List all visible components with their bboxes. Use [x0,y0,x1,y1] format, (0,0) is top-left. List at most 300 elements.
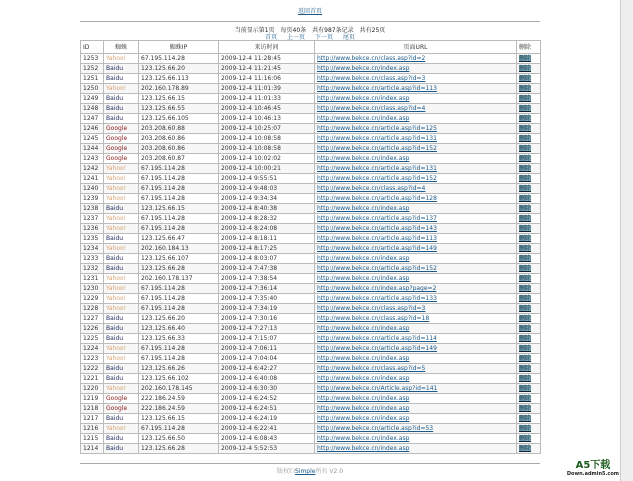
delete-link[interactable]: 删除 [519,195,532,202]
cell-delete [517,414,541,424]
cell-spider: Yahoo! [104,194,139,204]
cell-id: 1226 [81,324,104,334]
cell-delete [517,244,541,254]
table-row [81,264,541,274]
cell-time: 2009-12-4 6:08:43 [219,434,315,444]
url-link[interactable]: http://www.bekce.cn/article.asp?id=125 [317,125,437,132]
table-row [81,174,541,184]
cell-delete [517,254,541,264]
cell-id: 1224 [81,344,104,354]
table-row [81,204,541,214]
cell-url [315,374,517,384]
cell-ip: 67.195.114.28 [139,194,219,204]
cell-id: 1228 [81,304,104,314]
home-link-wrap [0,6,620,15]
table-row [81,194,541,204]
cell-delete [517,194,541,204]
cell-ip: 123.125.66.28 [139,444,219,454]
delete-link[interactable]: 删除 [519,385,532,392]
divider [80,463,540,464]
cell-delete [517,324,541,334]
col-url: 页面URL [315,41,517,54]
table-row [81,64,541,74]
cell-spider: Yahoo! [104,354,139,364]
cell-url [315,194,517,204]
cell-delete [517,304,541,314]
cell-delete [517,174,541,184]
cell-ip: 123.125.66.55 [139,104,219,114]
table-row [81,104,541,114]
cell-delete [517,444,541,454]
delete-link[interactable]: 删除 [519,175,532,182]
cell-id: 1217 [81,414,104,424]
url-link[interactable]: http://www.bekce.cn/index.asp?page=2 [317,285,437,292]
cell-ip: 123.125.66.15 [139,414,219,424]
cell-url [315,204,517,214]
url-link[interactable]: http://www.bekce.cn/index.asp [317,95,410,102]
cell-spider: Yahoo! [104,184,139,194]
cell-url [315,224,517,234]
col-spider: 蜘蛛 [104,41,139,54]
cell-id: 1216 [81,424,104,434]
delete-link[interactable]: 删除 [519,435,532,442]
cell-spider: Yahoo! [104,244,139,254]
cell-delete [517,134,541,144]
cell-id: 1236 [81,224,104,234]
cell-spider: Baidu [104,234,139,244]
cell-time: 2009-12-4 10:25:07 [219,124,315,134]
home-link[interactable]: 返回首页 [297,8,322,15]
url-link[interactable]: http://www.bekce.cn/article.asp?id=113 [317,235,437,242]
delete-link[interactable]: 删除 [519,295,532,302]
cell-spider: Baidu [104,314,139,324]
table-row [81,234,541,244]
cell-ip: 202.160.178.145 [139,384,219,394]
cell-ip: 202.160.184.13 [139,244,219,254]
url-link[interactable]: http://www.bekce.cn/article.asp?id=53 [317,425,434,432]
delete-link[interactable]: 删除 [519,105,532,112]
cell-delete [517,354,541,364]
cell-url [315,314,517,324]
url-link[interactable]: http://www.bekce.cn/article.asp?id=143 [317,225,437,232]
url-link[interactable]: http://www.bekce.cn/index.asp [317,65,410,72]
table-row [81,384,541,394]
cell-time: 2009-12-4 6:30:30 [219,384,315,394]
delete-link[interactable]: 删除 [519,155,532,162]
cell-delete [517,214,541,224]
watermark-brand: A5下载 [575,460,611,471]
cell-url [315,334,517,344]
cell-time: 2009-12-4 10:46:45 [219,104,315,114]
cell-spider: Baidu [104,114,139,124]
cell-delete [517,64,541,74]
col-ip: 蜘蛛IP [139,41,219,54]
cell-time: 2009-12-4 10:08:58 [219,144,315,154]
cell-spider: Baidu [104,374,139,384]
delete-link[interactable]: 删除 [519,285,532,292]
cell-spider: Baidu [104,64,139,74]
cell-ip: 203.208.60.86 [139,144,219,154]
table-row [81,344,541,354]
cell-id: 1225 [81,334,104,344]
cell-ip: 67.195.114.28 [139,294,219,304]
url-link[interactable]: http://www.bekce.cn/index.asp [317,115,410,122]
cell-spider: Yahoo! [104,304,139,314]
delete-link[interactable]: 删除 [519,125,532,132]
table-row [81,124,541,134]
cell-id: 1251 [81,74,104,84]
url-link[interactable]: http://www.bekce.cn/article.asp?id=152 [317,145,437,152]
page-info: 当前显示第1页 每页40条 共有987条记录 共有25页 [234,27,386,34]
cell-time: 2009-12-4 7:35:40 [219,294,315,304]
cell-spider: Yahoo! [104,294,139,304]
cell-id: 1232 [81,264,104,274]
url-link[interactable]: http://www.bekce.cn/article.asp?id=128 [317,195,437,202]
delete-link[interactable]: 删除 [519,115,532,122]
cell-id: 1214 [81,444,104,454]
cell-time: 2009-12-4 7:30:16 [219,314,315,324]
delete-link[interactable]: 删除 [519,245,532,252]
delete-link[interactable]: 删除 [519,305,532,312]
delete-link[interactable]: 删除 [519,215,532,222]
cell-spider: Baidu [104,444,139,454]
first-page-link[interactable]: 首页 [265,34,278,41]
delete-link[interactable]: 删除 [519,315,532,322]
cell-url [315,64,517,74]
cell-spider: Google [104,144,139,154]
cell-time: 2009-12-4 8:18:11 [219,234,315,244]
cell-url [315,284,517,294]
cell-url [315,164,517,174]
cell-url [315,304,517,314]
footer-link[interactable]: Simple [294,468,316,475]
cell-ip: 67.195.114.28 [139,184,219,194]
prev-page-link[interactable]: 上一页 [287,34,306,41]
cell-spider: Yahoo! [104,174,139,184]
cell-id: 1241 [81,174,104,184]
cell-delete [517,184,541,194]
cell-spider: Google [104,404,139,414]
cell-id: 1223 [81,354,104,364]
next-page-link[interactable]: 下一页 [314,34,333,41]
cell-time: 2009-12-4 7:36:14 [219,284,315,294]
cell-spider: Baidu [104,434,139,444]
delete-link[interactable]: 删除 [519,405,532,412]
cell-id: 1237 [81,214,104,224]
cell-url [315,274,517,284]
cell-id: 1219 [81,394,104,404]
cell-url [315,84,517,94]
cell-time: 2009-12-4 7:06:11 [219,344,315,354]
cell-id: 1218 [81,404,104,414]
cell-ip: 67.195.114.28 [139,284,219,294]
delete-link[interactable]: 删除 [519,205,532,212]
cell-ip: 222.186.24.59 [139,404,219,414]
delete-link[interactable]: 删除 [519,265,532,272]
cell-url [315,404,517,414]
url-link[interactable]: http://www.bekce.cn/class.asp?id=3 [317,75,426,82]
table-row [81,354,541,364]
cell-delete [517,394,541,404]
cell-time: 2009-12-4 11:21:45 [219,64,315,74]
cell-url [315,214,517,224]
delete-link[interactable]: 删除 [519,65,532,72]
cell-id: 1250 [81,84,104,94]
cell-url [315,264,517,274]
url-link[interactable]: http://www.bekce.cn/article.asp?id=133 [317,295,437,302]
url-link[interactable]: http://www.bekce.cn/index.asp [317,155,410,162]
table-row [81,444,541,454]
table-row [81,84,541,94]
delete-link[interactable]: 删除 [519,375,532,382]
cell-url [315,444,517,454]
delete-link[interactable]: 删除 [519,85,532,92]
cell-id: 1253 [81,54,104,64]
cell-id: 1252 [81,64,104,74]
cell-spider: Google [104,154,139,164]
cell-id: 1235 [81,234,104,244]
cell-delete [517,114,541,124]
cell-id: 1246 [81,124,104,134]
table-row [81,374,541,384]
table-row [81,394,541,404]
url-link[interactable]: http://www.bekce.cn/index.asp [317,375,410,382]
cell-id: 1244 [81,144,104,154]
delete-link[interactable]: 删除 [519,275,532,282]
delete-link[interactable]: 删除 [519,445,532,452]
cell-spider: Yahoo! [104,344,139,354]
url-link[interactable]: http://www.bekce.cn/class.asp?id=3 [317,305,426,312]
cell-time: 2009-12-4 8:03:07 [219,254,315,264]
url-link[interactable]: http://www.bekce.cn/index.asp [317,395,410,402]
table-row [81,144,541,154]
cell-ip: 203.208.60.88 [139,124,219,134]
cell-ip: 67.195.114.28 [139,224,219,234]
url-link[interactable]: http://www.bekce.cn/index.asp [317,275,410,282]
cell-time: 2009-12-4 7:34:19 [219,304,315,314]
table-row [81,414,541,424]
url-link[interactable]: http://www.bekce.cn/article.asp?id=114 [317,335,437,342]
cell-spider: Baidu [104,364,139,374]
cell-time: 2009-12-4 10:02:02 [219,154,315,164]
cell-delete [517,74,541,84]
table-row [81,184,541,194]
delete-link[interactable]: 删除 [519,325,532,332]
footer-prefix: 版权归 [276,468,295,475]
col-id: ID [81,41,104,54]
table-row [81,224,541,234]
cell-url [315,344,517,354]
cell-spider: Yahoo! [104,214,139,224]
delete-link[interactable]: 删除 [519,425,532,432]
cell-delete [517,364,541,374]
url-link[interactable]: http://www.bekce.cn/index.asp [317,355,410,362]
cell-id: 1242 [81,164,104,174]
cell-delete [517,54,541,64]
cell-spider: Yahoo! [104,284,139,294]
cell-ip: 67.195.114.28 [139,164,219,174]
table-row [81,284,541,294]
cell-time: 2009-12-4 8:40:38 [219,204,315,214]
table-row [81,274,541,284]
delete-link[interactable]: 删除 [519,135,532,142]
url-link[interactable]: http://www.bekce.cn/class.asp?id=2 [317,55,426,62]
delete-link[interactable]: 删除 [519,345,532,352]
cell-ip: 202.160.178.89 [139,84,219,94]
cell-spider: Yahoo! [104,54,139,64]
table-row [81,244,541,254]
delete-link[interactable]: 删除 [519,55,532,62]
cell-time: 2009-12-4 8:28:32 [219,214,315,224]
vertical-scrollbar[interactable] [620,0,633,481]
cell-id: 1248 [81,104,104,114]
cell-spider: Google [104,134,139,144]
cell-spider: Baidu [104,74,139,84]
spider-log-table [80,40,541,454]
cell-time: 2009-12-4 10:08:58 [219,134,315,144]
cell-time: 2009-12-4 9:55:51 [219,174,315,184]
cell-ip: 67.195.114.28 [139,344,219,354]
delete-link[interactable]: 删除 [519,95,532,102]
cell-url [315,154,517,164]
cell-url [315,144,517,154]
cell-time: 2009-12-4 6:24:51 [219,404,315,414]
cell-time: 2009-12-4 6:40:08 [219,374,315,384]
cell-time: 2009-12-4 7:38:54 [219,274,315,284]
delete-link[interactable]: 删除 [519,335,532,342]
cell-ip: 67.195.114.28 [139,304,219,314]
cell-ip: 123.125.66.102 [139,374,219,384]
cell-time: 2009-12-4 6:22:41 [219,424,315,434]
cell-time: 2009-12-4 7:47:38 [219,264,315,274]
delete-link[interactable]: 删除 [519,185,532,192]
url-link[interactable]: http://www.bekce.cn/class.asp?id=4 [317,185,426,192]
cell-delete [517,104,541,114]
cell-ip: 123.125.66.40 [139,324,219,334]
cell-ip: 203.208.60.86 [139,134,219,144]
url-link[interactable]: http://www.bekce.cn/Article.asp?id=141 [317,385,438,392]
url-link[interactable]: http://www.bekce.cn/class.asp?id=4 [317,105,426,112]
cell-delete [517,384,541,394]
delete-link[interactable]: 删除 [519,355,532,362]
url-link[interactable]: http://www.bekce.cn/article.asp?id=149 [317,345,437,352]
cell-url [315,124,517,134]
url-link[interactable]: http://www.bekce.cn/article.asp?id=152 [317,175,437,182]
cell-spider: Yahoo! [104,274,139,284]
delete-link[interactable]: 删除 [519,415,532,422]
cell-time: 2009-12-4 11:01:39 [219,84,315,94]
cell-ip: 123.125.66.20 [139,64,219,74]
table-row [81,134,541,144]
cell-ip: 123.125.66.20 [139,314,219,324]
cell-delete [517,434,541,444]
url-link[interactable]: http://www.bekce.cn/article.asp?id=131 [317,135,437,142]
cell-id: 1227 [81,314,104,324]
cell-url [315,94,517,104]
delete-link[interactable]: 删除 [519,235,532,242]
delete-link[interactable]: 删除 [519,365,532,372]
cell-id: 1231 [81,274,104,284]
delete-link[interactable]: 删除 [519,145,532,152]
table-row [81,404,541,414]
last-page-link[interactable]: 尾页 [342,34,355,41]
cell-spider: Yahoo! [104,84,139,94]
cell-time: 2009-12-4 9:48:03 [219,184,315,194]
url-link[interactable]: http://www.bekce.cn/index.asp [317,445,410,452]
cell-time: 2009-12-4 5:52:53 [219,444,315,454]
cell-time: 2009-12-4 8:24:08 [219,224,315,234]
cell-delete [517,424,541,434]
url-link[interactable]: http://www.bekce.cn/index.asp [317,415,410,422]
delete-link[interactable]: 删除 [519,395,532,402]
cell-id: 1229 [81,294,104,304]
table-row [81,424,541,434]
table-row [81,54,541,64]
table-row [81,74,541,84]
cell-spider: Google [104,124,139,134]
table-row [81,324,541,334]
cell-ip: 123.125.66.15 [139,204,219,214]
delete-link[interactable]: 删除 [519,255,532,262]
cell-id: 1230 [81,284,104,294]
cell-ip: 67.195.114.28 [139,214,219,224]
delete-link[interactable]: 删除 [519,165,532,172]
cell-ip: 67.195.114.28 [139,354,219,364]
delete-link[interactable]: 删除 [519,225,532,232]
cell-time: 2009-12-4 10:00:21 [219,164,315,174]
cell-url [315,254,517,264]
url-link[interactable]: http://www.bekce.cn/index.asp [317,205,410,212]
cell-time: 2009-12-4 11:28:45 [219,54,315,64]
url-link[interactable]: http://www.bekce.cn/index.asp [317,325,410,332]
url-link[interactable]: http://www.bekce.cn/article.asp?id=131 [317,165,437,172]
url-link[interactable]: http://www.bekce.cn/index.asp [317,435,410,442]
cell-ip: 123.125.66.33 [139,334,219,344]
cell-ip: 123.125.66.26 [139,364,219,374]
url-link[interactable]: http://www.bekce.cn/article.asp?id=137 [317,215,437,222]
cell-url [315,354,517,364]
url-link[interactable]: http://www.bekce.cn/index.asp [317,255,410,262]
cell-delete [517,264,541,274]
cell-delete [517,314,541,324]
delete-link[interactable]: 删除 [519,75,532,82]
cell-spider: Yahoo! [104,424,139,434]
url-link[interactable]: http://www.bekce.cn/index.asp [317,405,410,412]
cell-url [315,294,517,304]
cell-ip: 67.195.114.28 [139,54,219,64]
cell-time: 2009-12-4 7:04:04 [219,354,315,364]
table-row [81,214,541,224]
url-link[interactable]: http://www.bekce.cn/article.asp?id=149 [317,245,437,252]
cell-ip: 67.195.114.28 [139,174,219,184]
footer-suffix: 所有 V2.0 [315,468,344,475]
cell-time: 2009-12-4 6:24:19 [219,414,315,424]
table-row [81,164,541,174]
cell-id: 1239 [81,194,104,204]
cell-delete [517,124,541,134]
cell-ip: 123.125.66.47 [139,234,219,244]
url-link[interactable]: http://www.bekce.cn/class.asp?id=18 [317,315,430,322]
cell-id: 1234 [81,244,104,254]
cell-time: 2009-12-4 7:15:07 [219,334,315,344]
url-link[interactable]: http://www.bekce.cn/class.asp?id=5 [317,365,426,372]
cell-spider: Baidu [104,204,139,214]
url-link[interactable]: http://www.bekce.cn/article.asp?id=152 [317,265,437,272]
cell-id: 1220 [81,384,104,394]
url-link[interactable]: http://www.bekce.cn/article.asp?id=113 [317,85,437,92]
watermark-logo [567,461,619,479]
cell-url [315,324,517,334]
